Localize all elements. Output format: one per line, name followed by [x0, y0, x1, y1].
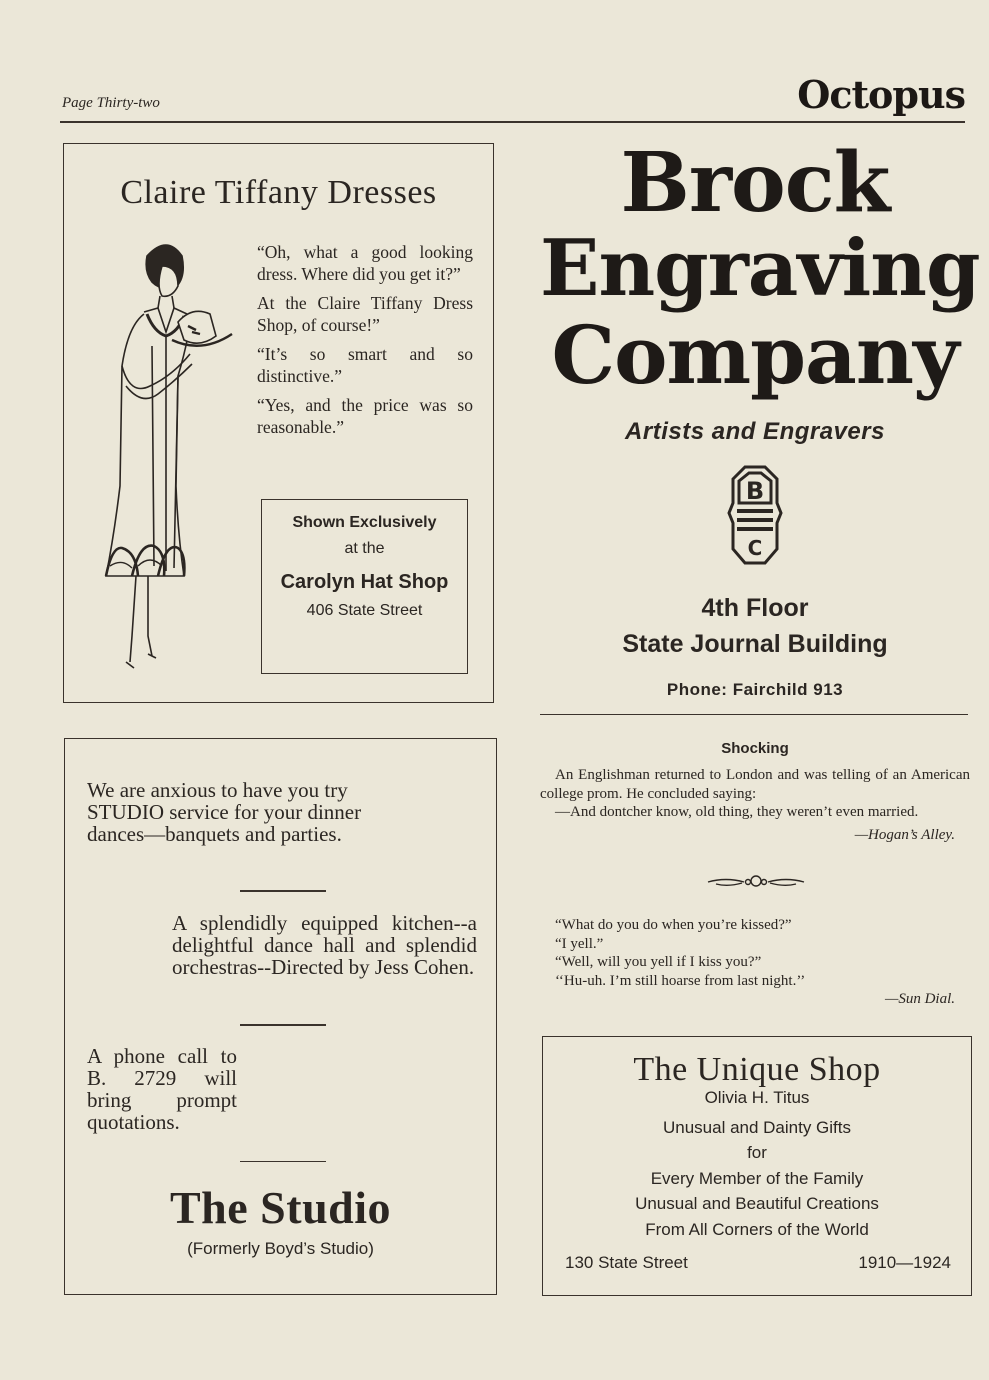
joke-credit: —Hogan’s Alley.: [854, 826, 955, 843]
studio-ad: [64, 738, 497, 1295]
unique-line: Every Member of the Family: [650, 1168, 864, 1188]
unique-shop-title: The Unique Shop: [633, 1051, 881, 1088]
joke-text: “What do you do when you’re kissed?”: [555, 917, 792, 933]
studio-phone-text: A phone call to B. 2729 will bring prompt quotations.: [87, 1044, 237, 1134]
dialogue-line: “It’s so smart and so distinctive.”: [257, 344, 473, 386]
masthead-logo: Octopus: [797, 72, 965, 117]
brock-tagline: Artists and Engravers: [625, 418, 885, 445]
at-the: at the: [344, 540, 385, 557]
studio-intro: We are anxious to have you try STUDIO service for your dinner dances—banquets and parties.: [87, 778, 362, 846]
dialogue-line: At the Claire Tiffany Dress Shop, of course!”: [257, 293, 473, 335]
studio-former-name: (Formerly Boyd’s Studio): [187, 1239, 374, 1258]
joke-text: —And dontcher know, old thing, they weren’t even married.: [555, 804, 919, 820]
studio-divider: [240, 1161, 326, 1162]
joke-text: ‘‘Hu-uh. I’m still hoarse from last night.’’: [555, 972, 806, 989]
section-rule: [540, 714, 968, 715]
studio-name: The Studio: [169, 1182, 392, 1233]
engraving-word: Engraving: [540, 223, 980, 314]
brock-word: Brock: [620, 135, 890, 231]
brock-address: [540, 590, 970, 662]
claire-ad-title: Claire Tiffany Dresses: [120, 174, 437, 211]
carolyn-hat-shop: Carolyn Hat Shop: [280, 571, 449, 593]
joke-text: “I yell.”: [555, 935, 604, 952]
svg-text:C: C: [747, 536, 763, 560]
studio-divider: [240, 890, 326, 892]
unique-line: From All Corners of the World: [645, 1219, 869, 1239]
claire-tiffany-ad: [63, 143, 494, 703]
joke-credit: —Sun Dial.: [884, 991, 955, 1007]
unique-owner: Olivia H. Titus: [704, 1088, 810, 1107]
company-word: Company: [551, 308, 959, 402]
unique-shop-ad: [542, 1036, 972, 1296]
shown-exclusively: Shown Exclusively: [292, 514, 437, 531]
unique-shop-lines: [543, 1085, 971, 1242]
joke-text: “Well, will you yell if I kiss you?”: [555, 954, 762, 970]
dialogue-line: “Oh, what a good looking dress. Where did you get it?”: [257, 242, 473, 284]
brock-floor: 4th Floor: [701, 594, 809, 622]
unique-line: Unusual and Beautiful Creations: [635, 1194, 879, 1213]
divider-ornament: [706, 873, 806, 889]
studio-divider: [240, 1024, 326, 1026]
woman-dress-illustration: [92, 236, 242, 676]
dialogue-line: “Yes, and the price was so reasonable.”: [257, 395, 473, 437]
unique-years: 1910—1924: [858, 1253, 951, 1272]
joke-text: An Englishman returned to London and was telling of an American college prom. He concluded saying:: [540, 767, 970, 802]
joke-shocking: [540, 766, 970, 844]
joke-kissed: [555, 916, 955, 1009]
carolyn-address: 406 State Street: [306, 602, 423, 619]
brock-engraving-name: [540, 135, 980, 402]
unique-address: 130 State Street: [565, 1253, 688, 1272]
unique-line: for: [747, 1143, 767, 1162]
claire-dialogue: [257, 242, 473, 446]
joke-title: Shocking: [721, 740, 789, 757]
studio-kitchen-text: A splendidly equipped kitchen--a delightful dance hall and splendid orchestras--Directed by Jess Cohen.: [172, 911, 477, 979]
brock-building: State Journal Building: [622, 630, 888, 658]
header-rule: [60, 121, 965, 123]
svg-text:B: B: [745, 477, 765, 505]
carolyn-hat-shop-box: [261, 499, 468, 674]
brock-phone: Phone: Fairchild 913: [666, 680, 844, 699]
page-number: Page Thirty-two: [62, 95, 160, 111]
brock-monogram-icon: [723, 463, 787, 567]
unique-line: Unusual and Dainty Gifts: [662, 1117, 852, 1137]
